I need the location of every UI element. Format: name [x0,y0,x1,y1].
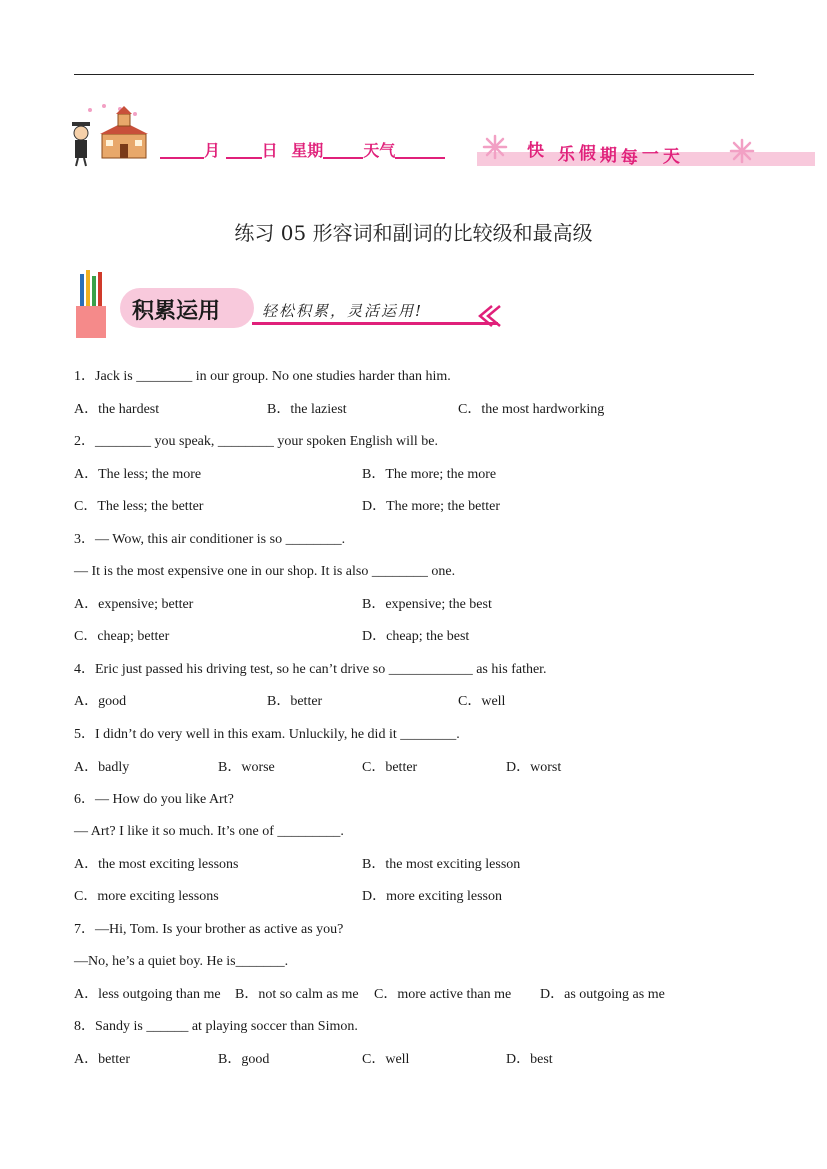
header-banner [72,100,827,172]
question-8: 8．Sandy is ______ at playing soccer than Simon. [74,1019,358,1034]
question-3: 3．— Wow, this air conditioner is so ________. [74,532,346,547]
option-1a[interactable]: A．the hardest [74,402,160,417]
option-3b[interactable]: B．expensive; the best [362,597,492,612]
option-8b[interactable]: B．good [218,1052,270,1067]
option-6a[interactable]: A．the most exciting lessons [74,857,239,872]
motto-text [527,138,684,168]
question-6-reply: — Art? I like it so much. It’s one of _________. [74,824,344,839]
question-1: 1．Jack is ________ in our group. No one studies harder than him. [74,369,451,384]
top-rule [74,74,754,75]
option-6b[interactable]: B．the most exciting lesson [362,857,521,872]
option-2d[interactable]: D．The more; the better [362,499,501,514]
snowflake-icon [729,138,755,164]
day-blank[interactable] [226,141,262,159]
month-label: 月 [204,141,221,160]
option-6d[interactable]: D．more exciting lesson [362,889,502,904]
option-6c[interactable]: C．more exciting lessons [74,889,219,904]
weather-blank[interactable] [395,141,445,159]
section-heading [72,268,512,340]
option-8d[interactable]: D．best [506,1052,553,1067]
option-7b[interactable]: B．not so calm as me [235,987,359,1002]
section-title: 积累运用 [132,299,221,324]
question-2: 2．________ you speak, ________ your spoken English will be. [74,434,438,449]
option-5d[interactable]: D．worst [506,760,562,775]
option-1c[interactable]: C．the most hardworking [458,402,605,417]
option-2c[interactable]: C．The less; the better [74,499,204,514]
date-fill-line [160,138,445,160]
motto-char: 假 [578,144,600,164]
option-2b[interactable]: B．The more; the more [362,467,497,482]
day-label: 日 [261,141,278,160]
option-7c[interactable]: C．more active than me [374,987,512,1002]
option-8a[interactable]: A．better [74,1052,130,1067]
question-6: 6．— How do you like Art? [74,792,234,807]
motto-char: 期 [599,146,621,166]
option-8c[interactable]: C．well [362,1052,410,1067]
option-3d[interactable]: D．cheap; the best [362,629,470,644]
motto-char: 每 [620,148,642,168]
option-7d[interactable]: D．as outgoing as me [540,987,665,1002]
option-3c[interactable]: C．cheap; better [74,629,170,644]
option-5b[interactable]: B．worse [218,760,275,775]
option-4c[interactable]: C．well [458,694,506,709]
option-3a[interactable]: A．expensive; better [74,597,194,612]
section-subtitle: 轻松积累，灵活运用! [262,302,424,320]
option-4b[interactable]: B．better [267,694,323,709]
option-2a[interactable]: A．The less; the more [74,467,202,482]
month-blank[interactable] [160,141,204,159]
option-5c[interactable]: C．better [362,760,418,775]
student-school-illustration [72,100,152,170]
question-7-reply: —No, he’s a quiet boy. He is_______. [74,954,289,969]
question-7: 7．—Hi, Tom. Is your brother as active as you? [74,922,344,937]
option-1b[interactable]: B．the laziest [267,402,347,417]
snowflake-icon [482,134,508,160]
question-3-reply: — It is the most expensive one in our shop. It is also ________ one. [74,564,456,579]
option-4a[interactable]: A．good [74,694,127,709]
motto-char: 一 [641,145,663,165]
page-title: 练习 05 形容词和副词的比较级和最高级 [234,221,593,245]
weekday-blank[interactable] [323,141,363,159]
motto-char: 天 [662,147,684,167]
question-4: 4．Eric just passed his driving test, so he can’t drive so ____________ as his father. [74,662,547,677]
weather-label: 天气 [363,141,396,160]
question-5: 5．I didn’t do very well in this exam. Unluckily, he did it ________. [74,727,460,742]
weekday-label: 星期 [291,141,324,160]
option-5a[interactable]: A．badly [74,760,130,775]
motto-char: 乐 [557,145,579,165]
motto-char: 快 [527,141,548,161]
option-7a[interactable]: A．less outgoing than me [74,987,221,1002]
